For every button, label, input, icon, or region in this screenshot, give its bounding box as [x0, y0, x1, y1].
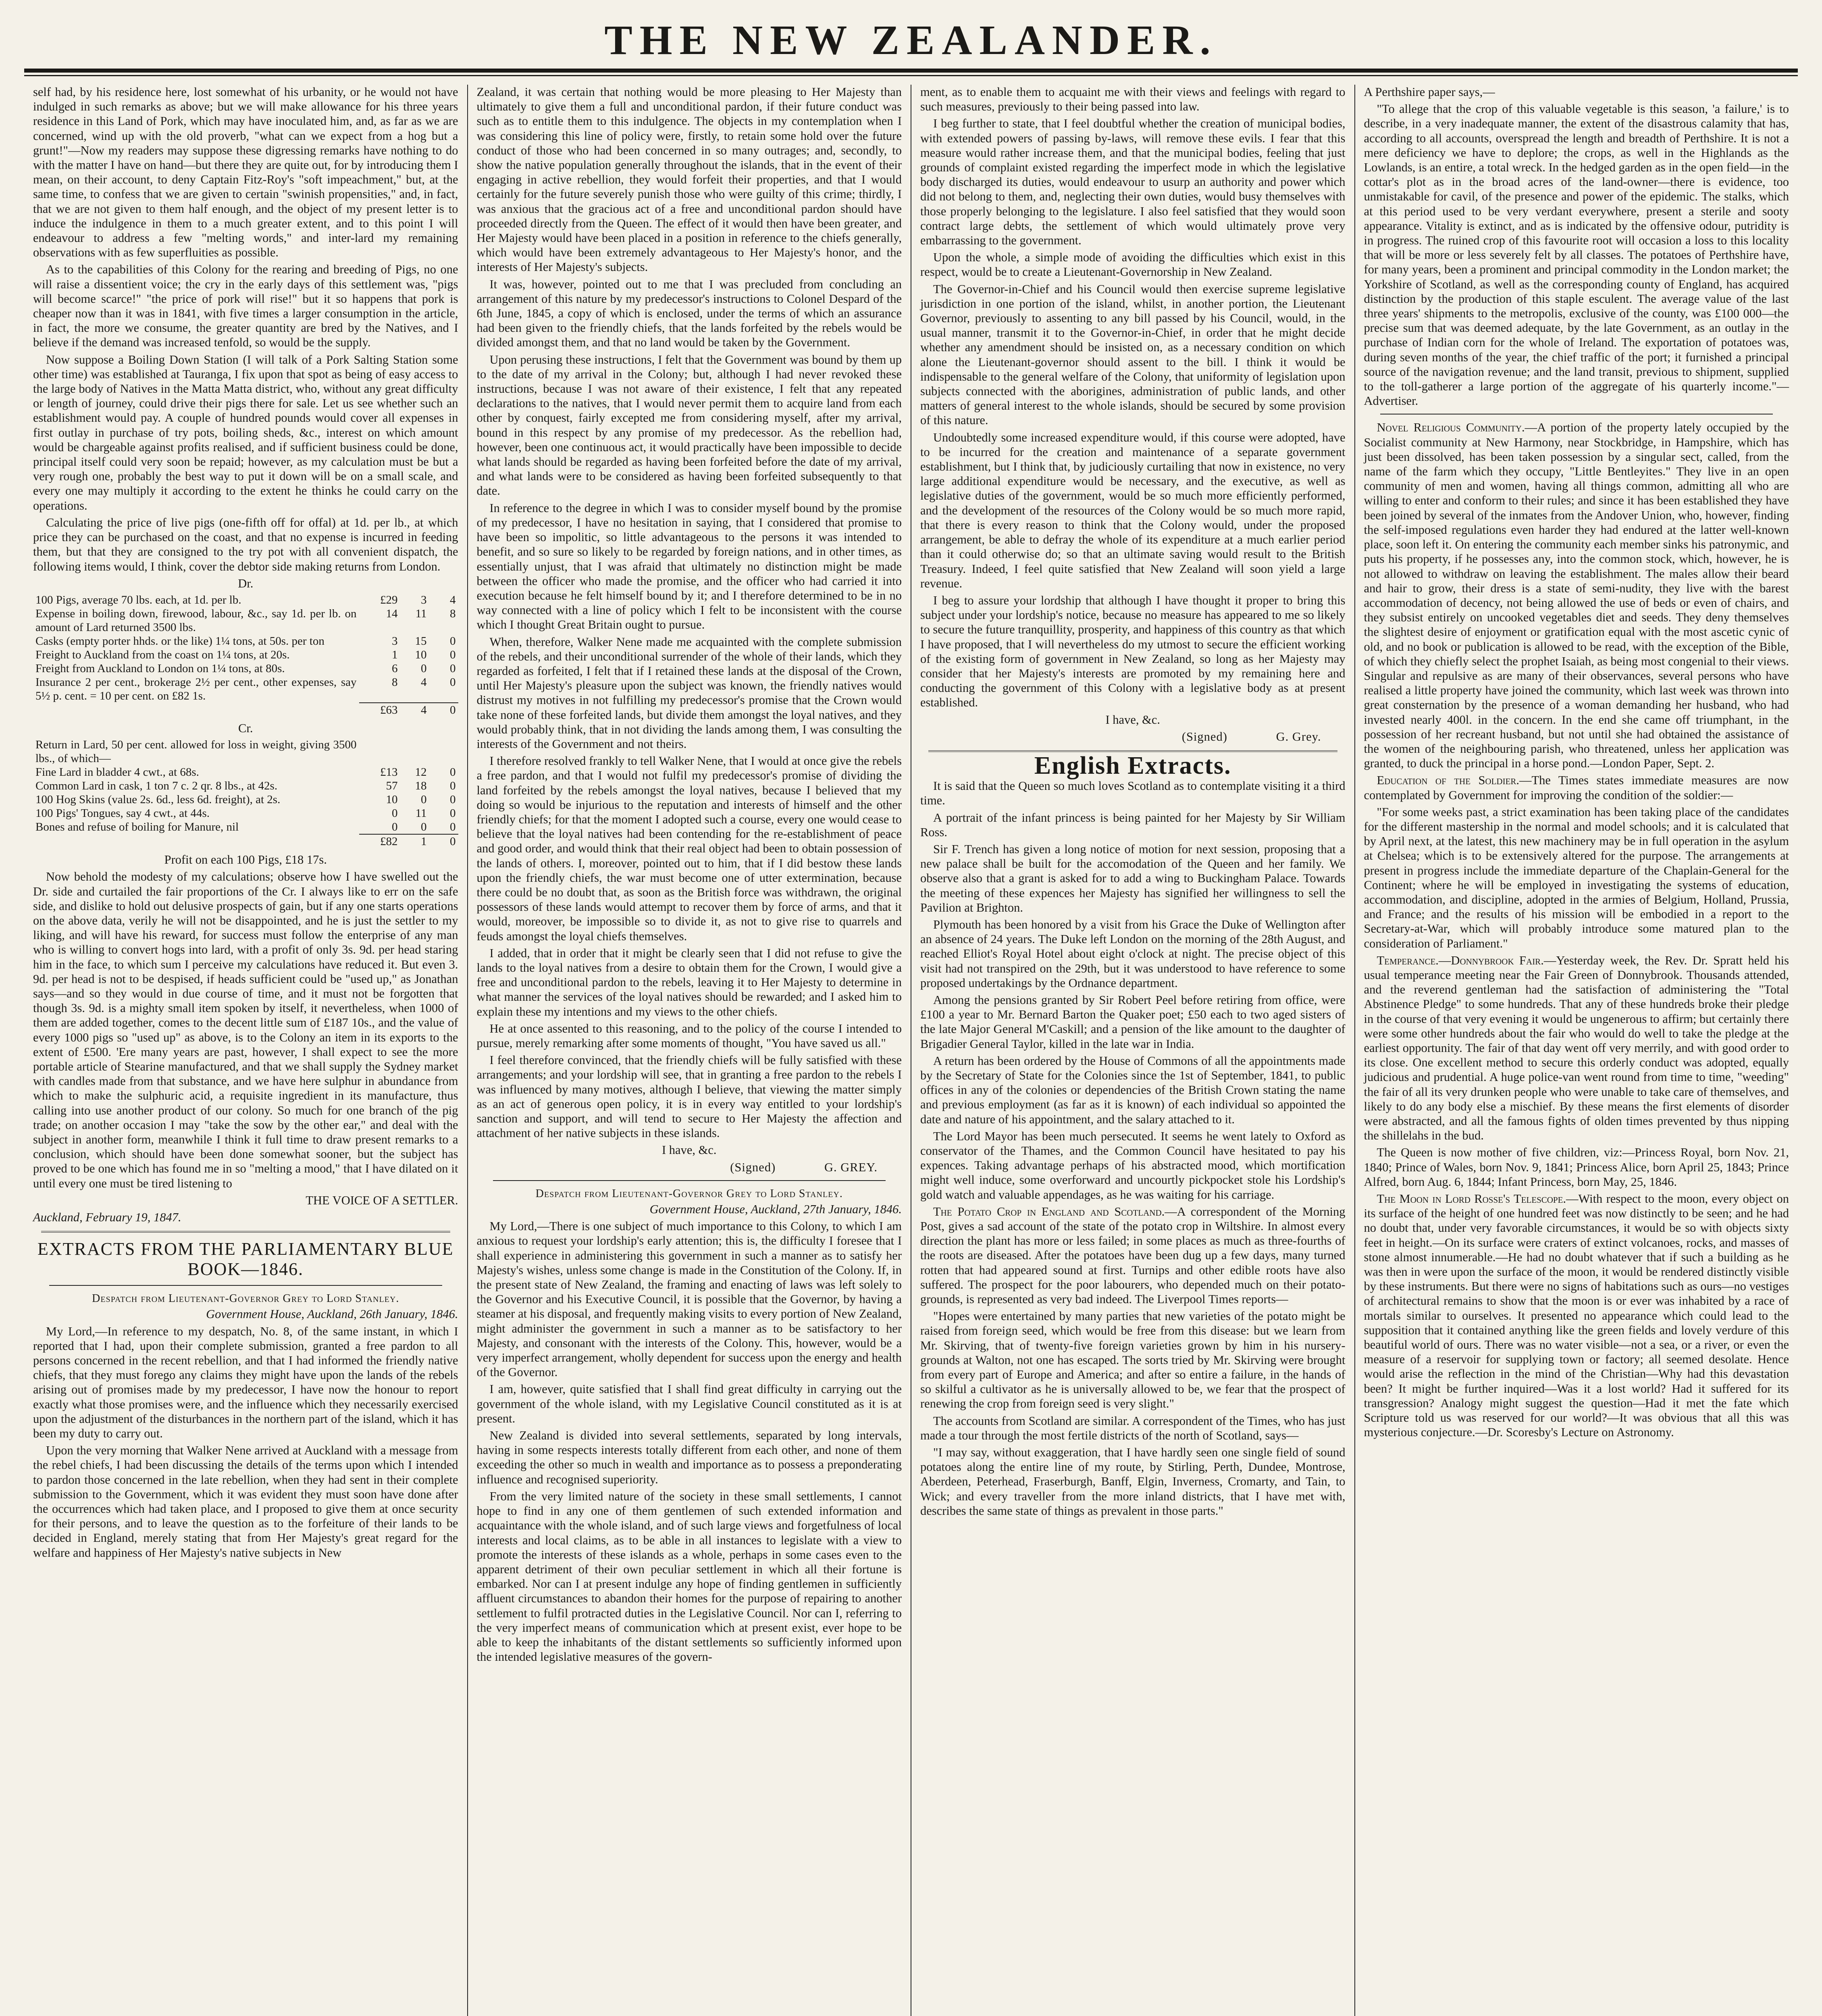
ledger-credit-table [33, 738, 458, 848]
paragraph: I therefore resolved frankly to tell Walker Nene, that I would at once give the rebels a free pardon, and that I would not fulfil my predecessor's promise of dividing the land forfeited by the rebels amongst the loyal natives, because I believed that my doing so would be injurious to the reputation and interests of himself and the other friendly chiefs; for that the moment I adopted such a course, every one would cease to believe that the loyal natives had been contending for the re-establishment of peace and good order, and would think that their real object had been to obtain possession of the lands of others. I, moreover, pointed out to him, that if I did bestow these lands upon the friendly chiefs, the war must become one of utter extermination, because there could be no doubt that, as soon as the British force was withdrawn, the original possessors of these lands would attempt to recover them by force of arms, and that it would, moreover, be impossible so to divide it, as not to give rise to quarrels and feuds amongst the loyal chiefs themselves. [476, 754, 902, 943]
ledger-item: Return in Lard, 50 per cent. allowed for loss in weight, giving 3500 lbs., of which— [35, 738, 357, 765]
paragraph: In reference to the degree in which I was to consider myself bound by the promise of my predecessor, I have no hesitation in saying, that I considered that promise to have been so impolitic, so little advantageous to the persons it was intended to benefit, and so sure so likely to be regarded by foreign nations, and in other times, as essentially unjust, that I was afraid that ultimately no distinction might be made between the officer who made the promise, and the officer who had carried it into execution because he felt himself bound by it; and I therefore determined to be in no way connected with a line of policy which I felt to be inconsistent with the course which I thought Great Britain ought to pursue. [476, 501, 902, 632]
ledger-row [33, 634, 458, 648]
closing: I have, &c. [662, 1143, 717, 1157]
ledger-total-shillings: 4 [400, 703, 429, 717]
paragraph [1364, 1191, 1789, 1439]
ledger-total-pounds: £63 [359, 703, 400, 717]
paragraph: Plymouth has been honored by a visit from his Grace the Duke of Wellington after an absence of 24 years. The Duke left London on the morning of the 28th August, and reached Elliot's Royal Hotel about eight o'clock at night. The precise object of this visit had not transpired on the 29th, but it was understood to have reference to some proposed undertakings by the Ordnance department. [920, 917, 1346, 990]
paragraph: "Hopes were entertained by many parties that new varieties of the potato might be raised from foreign seed, which would be free from this disease: but we learn from Mr. Skirving, that of twenty-five foreign varieties grown by him in his nursery-grounds at Walton, not one has escaped. The sorts tried by Mr. Skirving were brought from every part of Europe and America; and after so entire a failure, in the hands of so skilful a cultivator as he is universally allowed to be, we fear that the prospect of renewing the crop from foreign seed is very slight." [920, 1309, 1346, 1411]
item-text: —A portion of the property lately occupied by the Socialist community at New Harmony, near Stockbridge, in Hampshire, which has just been dissolved, has been taken possession by a singular sect, called, from the name of the farm which they occupy, "Little Bentleyites." They live in an open community of men and women, having all things common, admitting all who are willing to enter and conform to their rules; and since it has been established they have been joined by several of the inmates from the Andover Union, who, however, finding the self-imposed regulations even harder they had endured at the latter well-known place, soon left it. On entering the community each member sinks his patronymic, and puts his property, if he possesses any, into the common stock, which, however, he is not allowed to withdraw on leaving the establishment. The males allow their beard and hair to grow, their dress is a state of semi-nudity, they live with the barest accommodation of decency, not being allowed the use of beds or even of chairs, and they subsist entirely on uncooked vegetables diet and seeds. They deny themselves the slightest desire of enjoyment or gratification equal with the most ascetic cynic of old, and no book or publication is allowed to be read, with the exception of the Bible, of which they chiefly select the prophet Isaiah, as being most congenial to their views. Singular and repulsive as are many of their observances, several persons who have realised a little property have joined the community, which last week was thrown into great consternation by the presence of a woman demanding her husband, who had invested nearly 400l. in the concern. In the end she came off triumphant, in the possession of her recreant husband, but not until she had obtained the assistance of the women of the neighbouring parish, who threatened, unless her application was granted, to duck the principal in a horse pond.—London Paper, Sept. 2. [1364, 421, 1789, 771]
ledger-row [33, 820, 458, 834]
paragraph [1364, 773, 1789, 802]
section-heading: EXTRACTS FROM THE PARLIAMENTARY BLUE BOOK—1846. [37, 1239, 454, 1279]
paragraph: I beg further to state, that I feel doubtful whether the creation of municipal bodies, with extended powers of passing by-laws, will remove these evils. I fear that this measure would rather increase them, and that the municipal bodies, feeling that just grounds of complaint existed regarding the imperfect mode in which the legislative body discharged its duties, would endeavour to usurp an authority and power which did not belong to them, and, neglecting their own duties, would busy themselves with those properly belonging to the legislature. I also feel satisfied that they would soon contract large debts, the settlement of which would ultimately prove very embarrassing to the government. [920, 117, 1346, 248]
paragraph: New Zealand is divided into several settlements, separated by long intervals, having in some respects interests totally different from each other, and none of them exceeding the other so much in wealth and importance as to possess a preponderating influence and recognised superiority. [476, 1429, 902, 1486]
ledger-shillings: 0 [421, 662, 427, 675]
item-text: —The Times states immediate measures are now contemplated by Government for improving the condition of the soldier:— [1364, 773, 1789, 802]
ledger-total-shillings: 1 [400, 834, 429, 848]
ledger-pence: 0 [450, 662, 456, 675]
item-head: Temperance.—Donnybrook Fair. [1377, 953, 1544, 967]
closing: I have, &c. [1105, 712, 1160, 727]
ledger-debit-table [33, 593, 458, 717]
ledger-row [33, 793, 458, 806]
ledger-pounds: 57 [386, 779, 398, 793]
ledger-item: 100 Pigs, average 70 lbs. each, at 1d. per lb. [35, 593, 241, 606]
paragraph: The accounts from Scotland are similar. A correspondent of the Times, who has just made a tour through the most fertile districts of the north of Scotland, says— [920, 1414, 1346, 1442]
ledger-shillings [400, 738, 429, 765]
paragraph: A Perthshire paper says,— [1364, 85, 1495, 99]
paragraph: Among the pensions granted by Sir Robert Peel before retiring from office, were £100 a year to Mr. Bernard Barton the Quaker poet; £50 each to two aged sisters of the late Major General M'Caskill; and a pension of the like amount to the daughter of Brigadier General Taylor, killed in the late war in India. [920, 993, 1346, 1051]
divider [493, 1180, 886, 1181]
ledger-item: Casks (empty porter hhds. or the like) 1¼ tons, at 50s. per ton [35, 634, 324, 648]
item-head: Novel Religious Community. [1377, 421, 1525, 435]
ledger-total-spacer [33, 703, 359, 717]
ledger-item: Expense in boiling down, firewood, labour, &c., say 1d. per lb. on amount of Lard returned 3500 lbs. [35, 607, 357, 634]
paragraph: "For some weeks past, a strict examination has been taking place of the candidates for the different mastership in the normal and model schools; and it is calculated that by April next, at the latest, this new machinery may be in full operation in the asylum at Chelsea; which is to be extensively altered for the purpose. The arrangements at present in progress include the immediate departure of the Chaplain-General for the Continent; where he will be employed in investigating the systems of education, accommodation, and discipline, adopted in the armies of Belgium, Holland, Prussia, and France; and the results of his mission will be embodied in a report to the Secretary-at-War, which will probably introduce some matured plan to the consideration of Parliament." [1364, 805, 1789, 950]
paragraph: The Lord Mayor has been much persecuted. It seems he went lately to Oxford as conservator of the Thames, and the Common Council have hesitated to pay his expences. Taking advantage perhaps of his abstracted mood, which mortification might well induce, some overforward and uncourtly pickpocket stole his Lordship's gold watch and valuable appendages, as he was waiting for his carriage. [920, 1129, 1346, 1202]
paragraph: I am, however, quite satisfied that I shall find great difficulty in carrying out the government of the whole island, with my Legislative Council constituted as it is at present. [476, 1382, 902, 1425]
paragraph [920, 1204, 1346, 1306]
paragraph: I beg to assure your lordship that although I have thought it proper to bring this subject under your lordship's notice, because no measure has appeared to me so likely to secure the future tranquillity, prosperity, and happiness of this country as that which I have proposed, that I will nevertheless do my utmost to secure the efficient working of the existing form of government in New Zealand, so long as her Majesty may consider that her Majesty's interests are promoted by my remaining here and conducting the government of this Colony with a legislative body as at present established. [920, 593, 1346, 710]
divider [49, 1285, 442, 1286]
ledger-pence: 0 [450, 634, 456, 648]
ledger-shillings: 15 [415, 634, 427, 648]
section-heading: English Extracts. [1034, 752, 1231, 779]
paragraph: ment, as to enable them to acquaint me with their views and feelings with regard to such measures, previously to their being passed into law. [920, 85, 1346, 114]
paragraph: From the very limited nature of the society in these small settlements, I cannot hope to find in any one of them gentlemen of such extended information and acquaintance with the whole island, and of such large views and forgetfulness of local interests and local claims, as to be able in all instances to legislate with a view to promote the interests of these islands as a whole, perhaps in some cases even to the apparent detriment of their own peculiar settlement in which all their fortune is embarked. Nor can I at present indulge any hope of finding gentlemen in sufficiently affluent circumstances to abandon their homes for the purpose of repairing to another settlement to fulfil protracted duties in the Legislative Council. Nor can I, referring to the very imperfect means of communication which at present exist, ever hope to be able to keep the inhabitants of the distant settlements so sufficiently informed upon the intended legislative measures of the govern- [476, 1489, 902, 1664]
ledger-pounds: 10 [386, 793, 398, 806]
paragraph: Now behold the modesty of my calculations; observe how I have swelled out the Dr. side and curtailed the fair proportions of the Cr. I always like to err on the safe side, and dislike to hold out delusive prospects of gain, but if any one starts operations on the above data, verily he will not be disappointed, and he is just the settler to my liking, and will have his reward, for success must follow the enterprise of any man who is willing to convert hogs into lard, with a profit of only 3s. 9d. per head staring him in the face, to which sum I perceive my calculations have reduced it. But even 3. 9d. per head is not to be despised, if heads sufficient could be "used up," as Jonathan says—and so they would in due course of time, and it must not be forgotten that though 3s. 9d. is a mighty small item spoken by itself, it nevertheless, when 1000 of them are added together, comes to the decent little sum of £187 10s., and the value of every 1000 pigs so "used up" as above, is to the Colony an item in its exports to the extent of £500. 'Ere many years are past, however, I shall expect to see the more portable article of Stearine manufactured, and that we shall supply the Sydney market with candles made from that substance, and we have here sulphur in abundance from which to make the sulphuric acid, a requisite ingredient in its manufacture, thus calling into use another product of our colony. So much for one branch of the pig trade; on another occasion I may "take the sow by the other ear," and deal with the subject in another form, meanwhile I think it full time to draw present remarks to a conclusion, which should have been done somewhat sooner, but the subject has proved to be one which has found me in so "melting a mood," that I have dilated on it until every one must be tired listening to [33, 870, 458, 1190]
ledger-item: Insurance 2 per cent., brokerage 2½ per cent., other expenses, say 5½ p. cent. = 10 per cent. on £82 1s. [35, 675, 357, 702]
ledger-shillings: 12 [415, 766, 427, 779]
ledger-item: Freight to Auckland from the coast on 1¼ tons, at 20s. [35, 648, 290, 661]
ledger-cr-label: Cr. [238, 721, 253, 735]
paragraph: Undoubtedly some increased expenditure would, if this course were adopted, have to be incurred for the creation and maintenance of a separate government establishment, but I think that, by judiciously curtailing that now in existence, no very large additional expenditure would be necessary, and the executive, as well as legislative duties of the government, would be so much more efficiently performed, and the development of the resources of the Colony would be so much more rapid, that there is every reason to think that the Colony would, under the proposed arrangement, be able to defray the whole of its expenditure at a much earlier period than it could otherwise do; so that an ultimate saving would result to the British Treasury. Indeed, I feel quite satisfied that New Zealand will soon yield a large revenue. [920, 430, 1346, 590]
item-text: —With respect to the moon, every object on its surface of the height of one hundred feet was now distinctly to be seen; and he had no doubt that, under very favorable circumstances, it would be so with objects sixty feet in height.—On its surface were craters of extinct volcanoes, rocks, and masses of stone almost innumerable.—He had no doubt whatever that if such a building as he was then in were upon the surface of the moon, it would be rendered distinctly visible by these instruments. But there were no signs of habitations such as ours—no vestiges of architectural remains to show that the moon is or ever was inhabited by a race of mortals similar to ourselves. It presented no appearance which could lead to the supposition that it contained anything like the green fields and lovely verdure of this beautiful world of ours. There was no water visible—not a sea, or a river, or even the measure of a reservoir for supplying town or factory; all seemed desolate. Hence would arise the reflection in the mind of the Christian—Why had this devastation been? It might be further inquired—Was it a lost world? Had it suffered for its transgression? Analogy might suggest the question—Had it met the fate which Scripture told us was reserved for our world?—It was obvious that all this was mysterious conjecture.—Dr. Scoresby's Lecture on Astronomy. [1364, 1192, 1789, 1439]
column-4 [1355, 85, 1798, 2016]
ledger-pounds: 3 [392, 634, 398, 648]
signature: G. Grey. [1276, 729, 1321, 744]
ledger-pence [429, 738, 458, 765]
paragraph: As to the capabilities of this Colony for the rearing and breeding of Pigs, no one will raise a dissentient voice; the cry in the early days of this settlement was, "pigs will become scarce!" "the price of pork will rise!" but it so happens that pork is cheaper now than it was in 1841, with five times a larger consumption in the article, in fact, the more we consume, the greater quantity are bred by the Natives, and I believe if the demand was increased tenfold, so would be the supply. [33, 262, 458, 350]
masthead-title: THE NEW ZEALANDER. [604, 17, 1218, 63]
ledger-pounds [359, 738, 400, 765]
ledger-row [33, 806, 458, 820]
ledger-shillings: 0 [421, 821, 427, 834]
ledger-row [33, 607, 458, 634]
masthead-rule-thin [24, 75, 1798, 76]
paragraph [1364, 953, 1789, 1143]
item-head: Education of the Soldier. [1377, 773, 1520, 787]
column-1 [24, 85, 467, 2016]
paragraph: Zealand, it was certain that nothing would be more pleasing to Her Majesty than ultimately to give them a full and unconditional pardon, if their future conduct was such as to entitle them to this indulgence. The objects in my contemplation when I was considering this line of policy were, firstly, to retain some hold over the future conduct of those who had been concerned in so many outrages; and, secondly, to show the native population generally throughout the islands, that in the event of their engaging in active rebellion, they would forfeit their properties, and that I would certainly for the future severely punish those who were guilty of this crime; thirdly, I was anxious that the gracious act of a free and unconditional pardon should have proceeded directly from the Queen. The effect of it would then have been greater, and Her Majesty would have been placed in a position in reference to the chiefs generally, which would have been extremely advantageous to Her Majesty's honor, and the interests of Her Majesty's subjects. [476, 85, 902, 274]
ledger-row [33, 593, 458, 607]
ledger-shillings: 10 [415, 648, 427, 661]
dateline: Auckland, February 19, 1847. [33, 1210, 181, 1224]
paragraph: I added, that in order that it might be clearly seen that I did not refuse to give the lands to the loyal natives from a desire to obtain them for the Crown, I would give a free and unconditional pardon to the rebels, leaving it to Her Majesty to determine in what manner the services of the loyal natives should be rewarded; and I asked him to explain these my intentions and my views to the other chiefs. [476, 946, 902, 1018]
ledger-dr-label: Dr. [238, 576, 254, 590]
paragraph: The Governor-in-Chief and his Council would then exercise supreme legislative jurisdiction in one portion of the island, whilst, in another portion, the Lieutenant Governor, previously to assenting to any bill passed by his Council, would, in the usual manner, transmit it to the Governor-in-Chief, in order that he might decide whether any amendment should be insisted on, as a necessary condition on which alone the Lieutenant-governor should assent to the bill. I think it would be indispensable to the general welfare of the Colony, that uniformity of legislation upon subjects connected with the aborigines, administration of public lands, and other matters of general interest to the whole islands, should be secured by some provision of this nature. [920, 282, 1346, 427]
ledger-total-pounds: £82 [359, 834, 400, 848]
ledger-item: 100 Hog Skins (value 2s. 6d., less 6d. freight), at 2s. [35, 793, 281, 806]
paragraph: It is said that the Queen so much loves Scotland as to contemplate visiting it a third time. [920, 779, 1346, 808]
ledger-pence: 0 [450, 793, 456, 806]
ledger-pence: 0 [450, 779, 456, 793]
ledger-pounds: 0 [392, 807, 398, 820]
paragraph: "I may say, without exaggeration, that I have hardly seen one single field of sound potatoes along the entire line of my route, by Stirling, Perth, Dundee, Montrose, Aberdeen, Peterhead, Fraserburgh, Banff, Elgin, Inverness, Cromarty, and Tain, to Wick; and every traveller from the more inland districts, that I have met with, describes the same state of things as prevalent in those parts." [920, 1445, 1346, 1518]
ledger-shillings: 3 [421, 593, 427, 606]
paragraph: Upon the whole, a simple mode of avoiding the difficulties which exist in this respect, would be to create a Lieutenant-Governorship in New Zealand. [920, 250, 1346, 279]
ledger-total-pence: 0 [429, 834, 458, 848]
ledger-shillings: 4 [421, 675, 427, 689]
paragraph: He at once assented to this reasoning, and to the policy of the course I intended to pursue, merely remarking after some moments of thought, "You have saved us all." [476, 1021, 902, 1050]
ledger-total-row [33, 834, 458, 848]
ledger-shillings: 11 [415, 607, 427, 620]
paragraph: A return has been ordered by the House of Commons of all the appointments made by the Secretary of State for the Colonies since the 1st of September, 1841, to public offices in any of the colonies or dependencies of the British Crown stating the name and previous employment (as far as it is known) of each individual so appointed the date and nature of his appointment, and the salary attached to it. [920, 1054, 1346, 1126]
ledger-pounds: 1 [392, 648, 398, 661]
ledger-pence: 0 [450, 675, 456, 689]
ledger-shillings: 0 [421, 793, 427, 806]
masthead-rule [24, 69, 1798, 73]
despatch-place: Government House, Auckland, 26th January, 1846. [206, 1307, 458, 1321]
ledger-row [33, 738, 458, 765]
paragraph: Calculating the price of live pigs (one-fifth off for offal) at 1d. per lb., at which price they can be purchased on the coast, and that no expense is incurred in feeding them, but that they are consigned to the try pot with all convenient dispatch, the following items would, I think, cover the debtor side making returns from London. [33, 515, 458, 573]
ledger-item: Common Lard in cask, 1 ton 7 c. 2 qr. 8 lbs., at 42s. [35, 779, 278, 793]
paragraph: I feel therefore convinced, that the friendly chiefs will be fully satisfied with these arrangements; and your lordship will see, that in granting a free pardon to the rebels I was influenced by many motives, although I believe, that viewing the matter simply as an act of generous open policy, it is in every way entitled to your lordship's sanction and support, and will tend to secure to Her Majesty the affection and attachment of her native subjects in these islands. [476, 1053, 902, 1140]
paragraph: Upon the very morning that Walker Nene arrived at Auckland with a message from the rebel chiefs, I had been discussing the details of the terms upon which I intended to pardon those concerned in the late rebellion, when they had sent in their complete submission to the Government, which it was evident they must soon have done after the occurrences which had taken place, and I proposed to give them at once security for their persons, and to leave the question as to the forfeiture of their lands to be decided in England, merely stating that from Her Majesty's great regard for the welfare and happiness of Her Majesty's native subjects in New [33, 1443, 458, 1560]
ledger-total-spacer [33, 834, 359, 848]
profit-line: Profit on each 100 Pigs, £18 17s. [164, 853, 327, 867]
ledger-total-pence: 0 [429, 703, 458, 717]
ledger-pounds: £13 [380, 766, 398, 779]
divider [41, 1231, 450, 1233]
ledger-pence: 0 [450, 807, 456, 820]
item-head: The Potato Crop in England and Scotland. [933, 1204, 1165, 1218]
ledger-pence: 0 [450, 821, 456, 834]
signature-line [477, 1160, 878, 1175]
signature-label: (Signed) [1181, 729, 1227, 744]
ledger-row [33, 765, 458, 779]
ledger-item: 100 Pigs' Tongues, say 4 cwt., at 44s. [35, 807, 210, 820]
paragraph: Now suppose a Boiling Down Station (I will talk of a Pork Salting Station some other time) was established at Tauranga, I fix upon that spot as being of easy access to the large body of Natives in the Matta Matta district, who, without any great difficulty or length of journey, could drive their pigs there for sale. Let us see whether such an establishment would pay. A couple of hundred pounds would cover all expenses in first outlay in purchase of try pots, boiling sheds, &c., interest on which amount would be chargeable against profits realised, and if sufficient business could be done, principal itself could very soon be repaid; however, as my calculation must be but a very rough one, probably the best way to put it down will be on a small scale, and every one may multiply it according to the extent he thinks he could carry on the operations. [33, 352, 458, 512]
ledger-total-row [33, 703, 458, 717]
ledger-pounds: 6 [392, 662, 398, 675]
ledger-pounds: 8 [392, 675, 398, 689]
paragraph: My Lord,—There is one subject of much importance to this Colony, to which I am anxious to request your lordship's early attention; this is, the difficulty I foresee that I shall experience in administering this government in such a manner as to satisfy her Majesty's wishes, unless some change is made in the Constitution of the Colony. If, in the present state of New Zealand, the framing and enacting of laws was left solely to the Governor and his Executive Council, it is possible that the Governor, by having a steamer at his disposal, and frequently making visits to every portion of New Zealand, might administer the government in such a manner as to be satisfactory to her Majesty, and consonant with the interests of the Colony. This, however, would be a very imperfect arrangement, wholly dependent for success upon the energy and health of the Governor. [476, 1219, 902, 1379]
paragraph: Sir F. Trench has given a long notice of motion for next session, proposing that a new palace shall be built for the accomodation of the Queen and her family. We observe also that a grant is asked for to add a wing to Buckingham Palace. Towards the meeting of these expences her Majesty has signified her willingness to sell the Pavilion at Brighton. [920, 842, 1346, 914]
ledger-pounds: 0 [392, 821, 398, 834]
paragraph [1364, 420, 1789, 771]
paragraph: The Queen is now mother of five children, viz:—Princess Royal, born Nov. 21, 1840; Prince of Wales, born Nov. 9, 1841; Princess Alice, born April 25, 1843; Prince Alfred, born Aug. 6, 1844; Infant Princess, born May, 25, 1846. [1364, 1145, 1789, 1189]
item-text: —A correspondent of the Morning Post, gives a sad account of the state of the potato crop in Wiltshire. In almost every direction the plant has more or less failed; in some places as much as three-fourths of the roots are diseased. After the potatoes have been dug up a few days, many turned rotten that had appeared sound at first. Turnips and other edible roots have also suffered. The prospect for the poor labourers, who depended much on their potato-grounds, is represented as very bad indeed. The Liverpool Times reports— [920, 1204, 1346, 1306]
signature-label: (Signed) [730, 1160, 776, 1174]
column-3 [911, 85, 1354, 2016]
paragraph: Upon perusing these instructions, I felt that the Government was bound by them up to the date of my arrival in the Colony; but, although I had never revoked these instructions, because I was not aware of their existence, I felt that any repeated declarations to the natives, that I would never permit them to acquire land from each other by conquest, fairly excepted me from considering myself, after my arrival, bound in this respect by any promise of my predecessor. As the rebellion had, however, been one continuous act, it would practically have been impossible to decide what lands should be regarded as having been forfeited before the date of my arrival, and what lands were to be considered as having been forfeited subsequently to that date. [476, 352, 902, 498]
ledger-shillings: 11 [415, 807, 427, 820]
despatch-title: Despatch from Lieutenant-Governor Grey to Lord Stanley. [92, 1292, 399, 1305]
ledger-item: Bones and refuse of boiling for Manure, nil [35, 821, 239, 834]
paragraph: A portrait of the infant princess is being painted for her Majesty by Sir William Ross. [920, 810, 1346, 839]
paragraph: It was, however, pointed out to me that I was precluded from concluding an arrangement of this nature by my predecessor's instructions to Colonel Despard of the 6th June, 1845, a copy of which is enclosed, under the terms of which an assurance had been given to the friendly chiefs, that the lands forfeited by the rebels would be divided amongst them, and that no land would be taken by the Government. [476, 277, 902, 350]
ledger-pounds: £29 [380, 593, 398, 606]
ledger-pence: 0 [450, 648, 456, 661]
ledger-pounds: 14 [386, 607, 398, 620]
ledger-item: Freight from Auckland to London on 1¼ tons, at 80s. [35, 662, 285, 675]
ledger-pence: 4 [450, 593, 456, 606]
signature: G. GREY. [824, 1160, 878, 1174]
item-head: The Moon in Lord Rosse's Telescope. [1377, 1192, 1566, 1206]
despatch-title: Despatch from Lieutenant-Governor Grey to Lord Stanley. [535, 1187, 843, 1200]
ledger-item: Fine Lard in bladder 4 cwt., at 68s. [35, 766, 199, 779]
ledger-pence: 8 [450, 607, 456, 620]
ledger-shillings: 18 [415, 779, 427, 793]
ledger-pence: 0 [450, 766, 456, 779]
paragraph: "To allege that the crop of this valuable vegetable is this season, 'a failure,' is to describe, in a very inadequate manner, the extent of the disastrous calamity that has, according to all accounts, overspread the length and breadth of Perthshire. It is not a mere deficiency we have to deplore; the crops, as well in the Highlands as the Lowlands, is an entire, a total wreck. In the hedged garden as in the open field—in the cottar's plot as in the broad acres of the land-owner—there is evidence, too unmistakable for cavil, of the presence and power of the epidemic. The stalks, which at this period used to be very verdant everywhere, present a sterile and sooty appearance. Vitality is extinct, and as is indicated by the offensive odour, putridity is in progress. The ruined crop of this favourite root will occasion a loss to this locality that will be more or less severely felt by all classes. The potatoes of Perthshire have, for many years, been a prominent and principal commodity in the London market; the Yorkshire of Scotland, as well as the corresponding county of England, has acquired distinction by the production of this staple esculent. The average value of the last three years' shipments to the metropolis, exclusive of the county, was £100 000—the precise sum that was deemed adequate, by the late Government, as an outlay in the purchase of Indian corn for the whole of Ireland. The exportation of potatoes was, during seven months of the year, the chief traffic of the port; it furnished a principal source of the navigation revenue; and the land transit, previous to shipment, supplied to the toll-gatherer a large portion of the aggregate of his quarterly income."—Advertiser. [1364, 102, 1789, 408]
signature: THE VOICE OF A SETTLER. [306, 1193, 458, 1207]
paragraph: When, therefore, Walker Nene made me acquainted with the complete submission of the rebels, and their unconditional surrender of the whole of their lands, which they regarded as forfeited, I felt that if I retained these lands at the disposal of the Crown, until Her Majesty's pleasure upon the subject was known, the friendly natives would distrust my motives in not fulfilling my predecessor's promise that the Crown would take none of these forfeited lands, but divide them amongst the loyal natives, and they would probably think, that in not dividing the lands among them, I was consulting the interests of the Government and not theirs. [476, 635, 902, 751]
ledger-row [33, 675, 458, 703]
item-text: —Yesterday week, the Rev. Dr. Spratt held his usual temperance meeting near the Fair Green of Donnybrook. Thousands attended, and the reverend gentleman had the satisfaction of administering the "Total Abstinence Pledge" to some hundreds. That any of these hundreds broke their pledge in the course of that very evening it would be ungenerous to affirm; but certainly there were some other hundreds about the fair who would do well to take the pledge at the earliest opportunity. The fair of that day went off very merrily, and with good order to its close. One excellent method to secure this orderly conduct was adopted, equally judicious and prudential. A huge police-van went round from time to time, "weeding" the fair of all its very drunken people who were unable to take care of themselves, and likely to do any body else a mischief. By these means the first elements of disorder were abstracted, and all the famous fights of olden times prevented by thus nipping the shillelahs in the bud. [1364, 953, 1789, 1143]
ledger-row [33, 648, 458, 662]
ledger-row [33, 779, 458, 793]
signature-line [920, 729, 1321, 744]
ledger-row [33, 662, 458, 675]
column-2 [468, 85, 911, 2016]
despatch-place: Government House, Auckland, 27th January, 1846. [649, 1202, 902, 1216]
paragraph: self had, by his residence here, lost somewhat of his urbanity, or he would not have indulged in such remarks as above; but we will make allowance for his three years residence in this Land of Pork, which may have inoculated him, and, as far as we are concerned, wind up with the old proverb, "what can we expect from a hog but a grunt!"—Now my readers may suppose these digressing remarks have nothing to do with the matter I have on hand—but there they are quite out, for by introducing them I mean, on their account, to deny Captain Fitz-Roy's "soft impeachment," but, at the same time, to confess that we are given to certain "swinish propensities," and, in fact, that we are not given to them half enough, and the object of my present letter is to induce the indulgence in them to a much greater extent, and to this point I will endeavour to address a few "melting words," and inter-lard my remaining observations with as few superfluities as possible. [33, 85, 458, 260]
paragraph: My Lord,—In reference to my despatch, No. 8, of the same instant, in which I reported that I had, upon their complete submission, granted a free pardon to all persons concerned in the recent rebellion, and that I had informed the friendly native chiefs, that they must forego any claims they might have upon the lands of the rebels arising out of promises made by my predecessor, I have now the honour to report exactly what those promises were, and the influence which they necessarily exercised upon the adjustment of the disturbances in the northern part of the island, which it has been my duty to carry out. [33, 1324, 458, 1441]
columns [24, 85, 1798, 2016]
